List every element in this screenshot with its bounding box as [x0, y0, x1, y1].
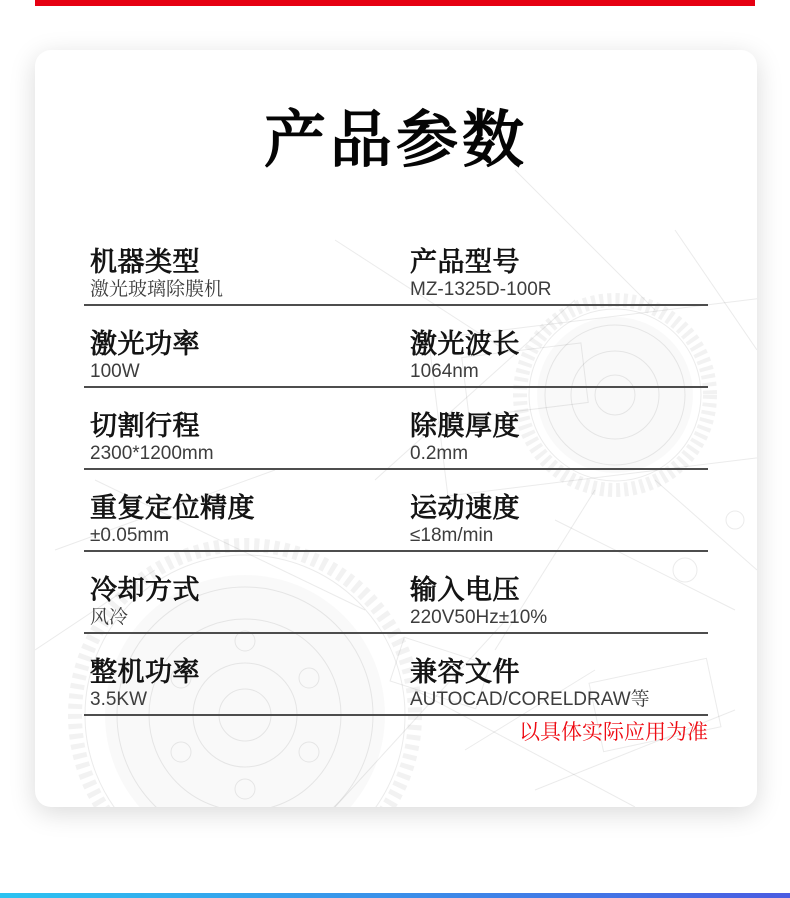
spec-label: 切割行程	[90, 411, 200, 441]
spec-row-3	[84, 411, 708, 470]
spec-laser-power	[90, 329, 410, 384]
spec-repeat-accuracy	[90, 493, 410, 548]
spec-value: 风冷	[90, 607, 129, 628]
spec-value: 2300*1200mm	[90, 443, 214, 464]
page-title: 产品参数	[263, 106, 528, 175]
spec-value: ≤18m/min	[410, 525, 494, 546]
bottom-gradient-rule	[0, 893, 790, 898]
spec-value: 220V50Hz±10%	[410, 607, 548, 628]
spec-value: MZ-1325D-100R	[410, 279, 552, 300]
spec-film-thickness	[410, 411, 708, 466]
spec-motion-speed	[410, 493, 708, 548]
spec-card	[35, 50, 757, 807]
spec-machine-type	[90, 247, 410, 302]
spec-total-power	[90, 657, 410, 712]
spec-label: 兼容文件	[410, 657, 520, 687]
spec-table	[84, 247, 708, 739]
spec-label: 冷却方式	[90, 575, 200, 605]
spec-row-1	[84, 247, 708, 306]
spec-label: 运动速度	[410, 493, 520, 523]
spec-label: 除膜厚度	[410, 411, 520, 441]
section-edge-red-bar	[35, 0, 755, 6]
spec-value: AUTOCAD/CORELDRAW等	[410, 689, 650, 710]
spec-value: ±0.05mm	[90, 525, 170, 546]
spec-product-model	[410, 247, 708, 302]
spec-row-4	[84, 493, 708, 552]
spec-cutting-travel	[90, 411, 410, 466]
spec-label: 整机功率	[90, 657, 200, 687]
spec-label: 激光功率	[90, 329, 200, 359]
spec-value: 0.2mm	[410, 443, 469, 464]
spec-value: 3.5KW	[90, 689, 148, 710]
spec-value: 1064nm	[410, 361, 479, 382]
spec-label: 机器类型	[90, 247, 200, 277]
spec-label: 激光波长	[410, 329, 520, 359]
spec-row-2	[84, 329, 708, 388]
spec-value: 100W	[90, 361, 140, 382]
spec-input-voltage	[410, 575, 708, 630]
spec-label: 输入电压	[410, 575, 520, 605]
spec-laser-wavelength	[410, 329, 708, 384]
spec-row-6	[84, 657, 708, 716]
spec-label: 重复定位精度	[90, 493, 255, 523]
spec-label: 产品型号	[410, 247, 520, 277]
disclaimer-note: 以具体实际应用为准	[519, 721, 708, 744]
spec-row-5	[84, 575, 708, 634]
spec-compatible-files	[410, 657, 708, 712]
spec-value: 激光玻璃除膜机	[90, 279, 224, 300]
spec-cooling-method	[90, 575, 410, 630]
